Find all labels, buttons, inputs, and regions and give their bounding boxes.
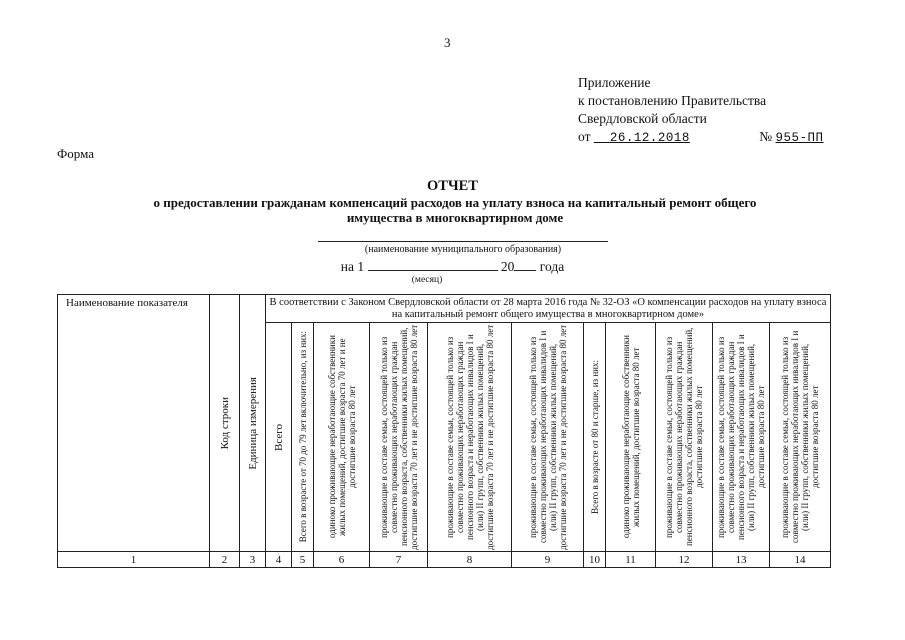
col-6-text: одиноко проживающие неработающие собственники жилых помещений, достигшие возраста 70 лет и не достигшие возраста 80 лет (326, 335, 357, 539)
period-prefix: на 1 (340, 259, 365, 274)
col-13-text: проживающие в составе семьи, состоящей только из совместно проживающих неработающих граждан пенсионного возраста и неработающих инвалидов I и (или) II групп, собственники жилых помещений, достигшие возраста 80 лет (716, 334, 766, 540)
form-label: Форма (57, 146, 94, 161)
col-8-text: проживающие в составе семьи, состоящей только из совместно проживающих неработающих граждан пенсионного возраста и неработающих инвалидов I и (или) II групп, собственники жилых помещений, достигшие возраста 70 лет и не достигшие возраста 80 лет (444, 324, 495, 550)
col-9-text: проживающие в составе семьи, состоящей только из совместно проживающих неработающих инвалидов I и (или) II групп, собственники жилых помещений, достигшие возраста 70 лет и не достигшие возраста 80 лет (527, 324, 568, 550)
col-number: 8 (428, 552, 512, 568)
decree-number (776, 129, 846, 147)
col-6-header (314, 323, 370, 552)
page-number: 3 (444, 35, 451, 50)
decree-date-value: 26.12.2018 (609, 131, 690, 145)
col-10-text: Всего в возрасте от 80 и старше, из них: (589, 360, 600, 514)
report-period (0, 258, 905, 275)
col-number: 13 (713, 552, 770, 568)
col-number: 14 (770, 552, 831, 568)
col-number: 3 (240, 552, 266, 568)
col-12-header (656, 323, 713, 552)
indicator-header: Наименование показателя (58, 295, 210, 552)
col-11-text: одиноко проживающие неработающие собственники жилых помещений, достигшие возраста 80 лет (620, 335, 641, 539)
col-14-header (770, 323, 831, 552)
col-13-header (713, 323, 770, 552)
col-9-header (512, 323, 584, 552)
col-7-text: проживающие в составе семьи, состоящей только из совместно проживающих неработающих граждан пенсионного возраста, собственники жилых помещений, достигшие возраста 70 лет и не достигшие возраста 80 лет (378, 324, 419, 550)
column-number-row (58, 552, 831, 568)
report-subtitle: о предоставлении гражданам компенсаций расходов на уплату взноса на капитальный ремонт общего имущества в многоквартирном доме (153, 195, 757, 225)
col-7-header (370, 323, 428, 552)
code-header-text: Код строки (218, 396, 231, 450)
appendix-block (578, 74, 846, 147)
appendix-date-row (578, 128, 846, 147)
col-14-text: проживающие в составе семьи, состоящей только из совместно проживающих неработающих инвалидов I и (или) II групп, собственники жилых помещений, достигшие возраста 80 лет (780, 330, 820, 544)
col-5-header (292, 323, 314, 552)
col-5-text: Всего в возрасте от 70 до 79 лет включительно, из них: (297, 331, 308, 543)
municipality-caption: (наименование муниципального образования) (364, 244, 562, 255)
report-title: ОТЧЕТ (427, 178, 478, 194)
col-12-text: проживающие в составе семьи, состоящей только из совместно проживающих неработающих граждан пенсионного возраста, собственники жилых помещений, достигшие возраста 80 лет (664, 327, 704, 547)
col-number: 2 (210, 552, 240, 568)
col-4-header (266, 323, 292, 552)
law-header: В соответствии с Законом Свердловской области от 28 марта 2016 года № 32-ОЗ «О компенсации расходов на уплату взноса на капитальный ремонт общего имущества в многоквартирном доме» (266, 295, 831, 323)
month-caption: (месяц) (411, 275, 443, 285)
appendix-line-3: Свердловской области (578, 111, 707, 126)
unit-header-text: Единица измерения (246, 376, 259, 470)
col-11-header (606, 323, 656, 552)
col-number: 10 (584, 552, 606, 568)
col-number: 6 (314, 552, 370, 568)
col-8-header (428, 323, 512, 552)
year-blank[interactable] (514, 258, 536, 271)
unit-header (240, 295, 266, 552)
col-number: 7 (370, 552, 428, 568)
col-number: 12 (656, 552, 713, 568)
month-blank[interactable] (368, 258, 498, 271)
col-4-text: Всего (272, 423, 285, 451)
date-prefix: от (578, 129, 591, 144)
year-prefix: 20 (500, 259, 515, 274)
number-prefix: № (759, 129, 773, 144)
report-table (57, 294, 831, 568)
appendix-line-1: Приложение (578, 75, 651, 90)
col-number: 4 (266, 552, 292, 568)
year-suffix: года (539, 259, 565, 274)
col-number: 5 (292, 552, 314, 568)
appendix-line-2: к постановлению Правительства (578, 93, 767, 108)
decree-number-value: 955-ПП (775, 131, 824, 145)
municipality-line (318, 241, 608, 242)
col-10-header (584, 323, 606, 552)
col-number: 9 (512, 552, 584, 568)
code-header (210, 295, 240, 552)
col-number: 11 (606, 552, 656, 568)
col-number: 1 (58, 552, 210, 568)
decree-date (594, 129, 752, 147)
